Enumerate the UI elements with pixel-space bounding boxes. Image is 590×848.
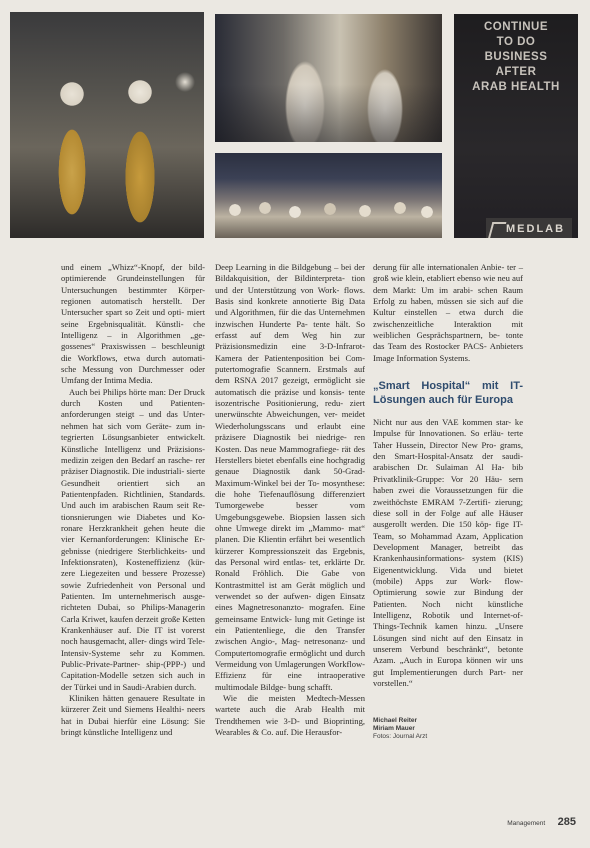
crowd-heads xyxy=(215,198,442,238)
article-column-2 xyxy=(215,262,365,738)
paragraph: Kliniken hätten genauere Resultate in kürzerer Zeit und Siemens Healthi- neers hat in Dubai hierfür eine Lösung: Sie bringt künstliche Intelligenz und xyxy=(61,693,205,738)
footer-section-label: Management xyxy=(507,820,546,827)
author-credits xyxy=(373,717,523,741)
section-heading: „Smart Hospital“ mit IT- Lösungen auch für Europa xyxy=(373,380,523,406)
paragraph: und einem „Whizz“-Knopf, der bild- optimierende Grundeinstellungen für Untersuchungen bestimmter Körper- regionen automatisch herstellt. Der Untersucher spart so Zeit und opti- miert seine Ergebnisqualität. Künstli- che Intelligenz – in Algorithmen „ge- gossenes“ Praxiswissen – beschleunigt die Workflows, etwa durch automati- sche Messung von Durchmesser oder Umfang der Intima Media. xyxy=(61,262,205,386)
exhibition-crowd-photo xyxy=(215,153,442,238)
article-column-1 xyxy=(61,262,205,738)
page-number: 285 xyxy=(557,816,576,828)
paragraph: derung für alle internationalen Anbie- ter – groß wie klein, etabliert ebenso wie neu auf dem Markt: Um im arabi- schen Raum Erfolg zu haben, müssen sie sich auf die Kultur einstellen – etwa durch die zwischenzeitliche Interaktion mit weiblichen Gesprächspartnern, be- tonte das Team des Rostocker PACS- Anbieters Image Information Systems. xyxy=(373,262,523,363)
medlab-logo xyxy=(486,218,572,238)
author-name: Michael Reiter xyxy=(373,717,418,725)
paragraph: Auch bei Philips hörte man: Der Druck durch Kosten und Patienten- anforderungen steigt – und das Unter- nehmen hat sich vom Geräte- zum in- tegrierten Lösungsanbieter entwickelt. Künstliche Intelligenz und Präzisions- medizin zeigen den Bedarf an rasche- rer präziser Diagnostik. Die industriali- sierte Gesundheit orientiert sich an Patientenpfaden. Richtlinien, Standards. Und auch im arabischen Raum seit Re- tionsnierungen wie Diabetes und Ko- ronare Herzkrankheit gehen heute die vier Kernanforderungen: Klinische Er- gebnisse (niedrigere Sterblichkeits- und Infektionsraten), Kosteneffizienz (kür- zere Liegezeiten und bessere Prozesse) sowie Zufriedenheit von Personal und Patienten. Im unternehmerisch ausge- richteten Dubai, so Philips-Managerin Carla Kriwet, kaufen derzeit große Ketten Krankenhäuser auf. Die IT ist vorerst noch hausgemacht, aller- dings wird Tele-Intensiv-Systeme sehr zu Kommen. Public-Private-Partner- ship-(PPP-) und Capitation-Modelle setzen sich auch in der Türkei und in Saudi-Arabien durch. xyxy=(61,386,205,692)
page-footer xyxy=(507,812,576,830)
paragraph: Deep Learning in die Bildgebung – bei der Bildakquisition, der Bildinterpreta- tion und der Unterstützung von Work- flows. Basis sind konkrete annotierte Big Data und Algorithmen, für die das Unternehmen inzwischen Hunderte Pa- tente hält. So erfasst auf dem Weg hin zur Präzisionsmedizin eine 3-D-Infrarot- Kamera der Patientenposition bei Com- putertomografie Scannern. Erstmals auf dem RSNA 2017 gezeigt, ermöglicht sie automatisch die präzise und konsis- tente isozentrische Positionierung, redu- ziert unerwünschte Abweichungen, ver- meidet Wiederholungsscans und erlaubt eine präzisere Diagnostik bei niedrige- ren Kosten. Das neue Mammografiege- rät des Herstellers bietet ebenfalls eine hochgradig genaue Diagnostik dank 50-Grad-Maximum-Winkel bei der To- mosynthese: die hohe Tiefenauflösung differenziert Tumorgewebe besser vom Umgebungsgewebe. Biopsien lassen sich ohne Umwege direkt im „Mammo- mat“ planen. Die Klientin erfährt bei wesentlich kürzerer Kompressionszeit das Ergebnis, das Personal wird entlas- tet, erklärte Dr. Ronald Fröhlich. Die Gabe von Kontrastmittel ist am Gerät möglich und verwendet so der aufwen- digen Einsatz eines Magnetresonanzto- mografen. Eine gemeinsame Entwick- lung mit Getinge ist ein Patientenliege, die den Transfer zwischen Angio-, Mag- netresonanz- und Computertomografie ermöglicht und durch Vermeidung von Umlagerungen Workflow-Effizienz für eine intraoperative multimodale Bildge- bung schafft. xyxy=(215,262,365,692)
paragraph: Nicht nur aus den VAE kommen star- ke Impulse für Innovationen. So erläu- terte Taher Hussein, Director New Pro- grams, den Smart-Hospital-Ansatz der saudi-arabischen Dr. Sulaiman Al Ha- bib Privatklinik-Gruppe: Vor 20 Häu- sern haben zwei die Voraussetzungen für die zweithöchste EMRAM 7-Zertifi- zierung; diese soll in der Folge auf alle Häuser ausgerollt werden. Die 150 köp- fige IT-Team, so Mohammad Azam, Application Development Manager, betreibt das Krankenhausinformations- system (KIS) Eigenentwicklung. Vida und bietet (mobile) Apps zur Work- flow-Optimierung sowie zur Bindung der Patienten. Noch nicht künstliche Intelligenz, Robotik und Internet-of- Things-Technik kamen hinzu. „Unsere Lösungen sind nicht auf den Einsatz in unserem Verbund beschränkt“, betonte Azam. „Auch in Europa können wir uns gut Implementierungen durch Part- ner vorstellen.“ xyxy=(373,417,523,688)
paragraph: Wie die meisten Medtech-Messen wartete auch die Arab Health mit Trendthemen wie 3-D- und Bioprinting, Wearables & Co. auf. Die Herausfor- xyxy=(215,693,365,738)
author-name: Miriam Mauer xyxy=(373,725,415,733)
exhibition-booth-photo xyxy=(215,14,442,142)
photo-credit: Fotos: Journal Arzt xyxy=(373,733,428,741)
banner-slogan: CONTINUE TO DO BUSINESS AFTER ARAB HEALTH xyxy=(472,21,560,93)
medlab-banner-photo xyxy=(454,14,578,238)
medlab-logo-icon xyxy=(488,222,507,238)
medlab-logo-text: MEDLAB xyxy=(506,223,566,235)
dignitaries-photo xyxy=(10,12,204,238)
article-column-3 xyxy=(373,262,523,741)
